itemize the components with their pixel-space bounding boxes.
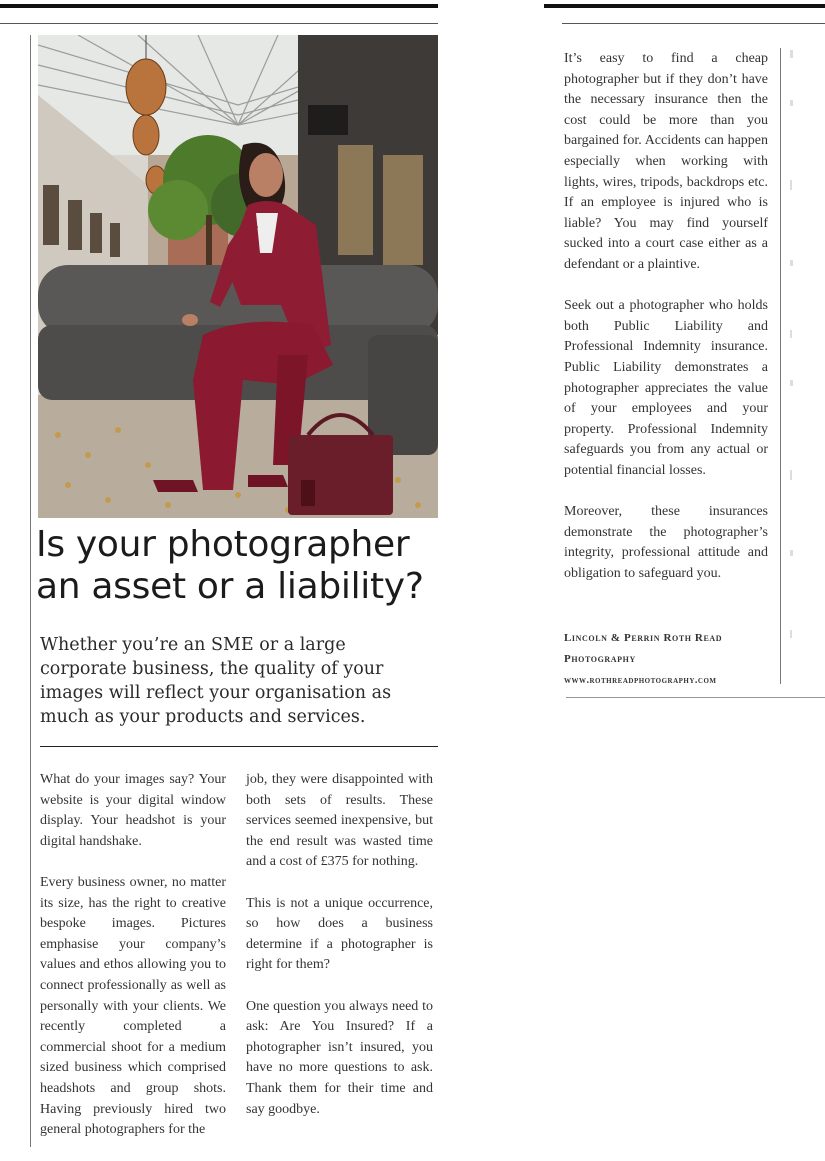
sub-rule-left <box>0 23 438 24</box>
right-column-divider <box>780 48 781 684</box>
body-paragraph: Every business owner, no matter its size, has the right to creative bespoke images. Pictures emphasise your company’s values and ethos allowing you to connect professionally as well as personally with your clients. We recently completed a commercial shoot for a medium sized business which comprised headshots and group shots. Having previously hired two general photographers for the <box>40 874 226 1138</box>
author-company: Photography <box>564 653 636 665</box>
article-standfirst: Whether you’re an SME or a large corporate business, the quality of your images will reflect your organisation as much as your products and services. <box>40 635 392 727</box>
feature-photo <box>38 35 438 518</box>
body-paragraph: Seek out a photographer who holds both Public Liability and Professional Indemnity insurance. Public Liability demonstrates a photographer appreciates the value of your employees and your property. Professional Indemnity safeguards you from any actual or potential financial losses. <box>564 298 768 478</box>
standfirst-rule <box>40 746 438 747</box>
bleed-through-marks <box>786 50 800 670</box>
body-column-3 <box>564 49 768 605</box>
top-rule-left <box>0 4 438 8</box>
left-margin-line <box>30 35 31 1147</box>
body-paragraph: Moreover, these insurances demonstrate the photographer’s integrity, professional attitude and obligation to safeguard you. <box>564 504 768 581</box>
body-paragraph: What do your images say? Your website is your digital window display. Your headshot is your digital handshake. <box>40 772 226 849</box>
body-paragraph: It’s easy to find a cheap photographer but if they don’t have the necessary insurance then the cost could be more than you bargained for. Accidents can happen especially when working with lights, wires, tripods, backdrops etc. If an employee is injured who is liable? You may find yourself sucked into a court case either as a defendant or a plaintive. <box>564 51 768 272</box>
author-name: Lincoln & Perrin Roth Read <box>564 632 723 644</box>
body-paragraph: One question you always need to ask: Are You Insured? If a photographer isn’t insured, you have no more questions to ask. Thank them for their time and say goodbye. <box>246 998 433 1117</box>
right-bottom-rule <box>566 697 825 698</box>
feature-photo-illustration <box>38 35 438 518</box>
author-signoff <box>564 628 774 691</box>
sub-rule-right <box>562 23 825 24</box>
body-column-2 <box>246 770 433 1141</box>
body-paragraph: This is not a unique occurrence, so how does a business determine if a photographer is right for them? <box>246 895 433 973</box>
top-rule-right <box>544 4 825 8</box>
body-column-1 <box>40 770 226 1161</box>
author-website-link[interactable]: www.rothreadphotography.com <box>564 675 717 686</box>
article-headline: Is your photographer an asset or a liability? <box>36 524 424 607</box>
body-paragraph: job, they were disappointed with both sets of results. These services seemed inexpensive, but the end result was wasted time and a cost of £375 for nothing. <box>246 772 433 870</box>
